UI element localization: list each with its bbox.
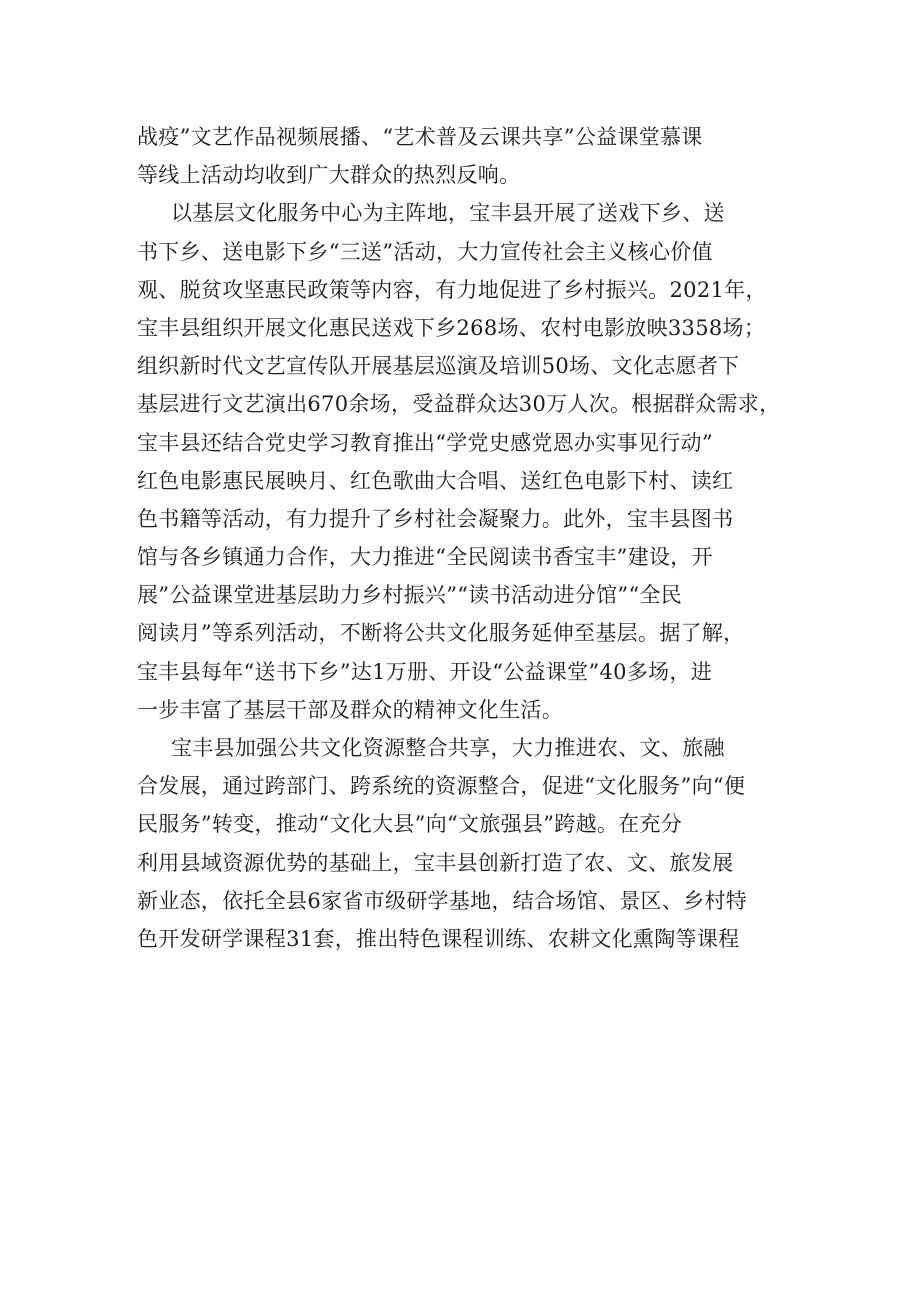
paragraph-continuation bbox=[137, 118, 797, 194]
text-line: 合发展，通过跨部门、跨系统的资源整合，促进“文化服务”向“便 bbox=[137, 774, 746, 799]
text-line: 书下乡、送电影下乡“三送”活动，大力宣传社会主义核心价值 bbox=[137, 239, 713, 264]
text-line: 等线上活动均收到广大群众的热烈反响。 bbox=[137, 163, 521, 188]
text-line: 民服务”转变，推动“文化大县”向“文旅强县”跨越。在充分 bbox=[137, 812, 683, 837]
text-line: 一步丰富了基层干部及群众的精神文化生活。 bbox=[137, 697, 563, 722]
text-line: 色书籍等活动，有力提升了乡村社会凝聚力。此外，宝丰县图书 bbox=[137, 506, 734, 531]
text-line: 阅读月”等系列活动，不断将公共文化服务延伸至基层。据了解， bbox=[137, 621, 745, 646]
text-line: 馆与各乡镇通力合作，大力推进“全民阅读书香宝丰”建设，开 bbox=[137, 545, 713, 570]
text-line: 展”公益课堂进基层助力乡村振兴”“读书活动进分馆”“全民 bbox=[137, 583, 683, 608]
text-line: 战疫”文艺作品视频展播、“艺术普及云课共享”公益课堂慕课 bbox=[137, 125, 703, 149]
text-line: 基层进行文艺演出670余场，受益群众达30万人次。根据群众需求， bbox=[137, 392, 781, 417]
text-line: 观、脱贫攻坚惠民政策等内容，有力地促进了乡村振兴。2021年， bbox=[137, 277, 767, 302]
text-line: 利用县域资源优势的基础上，宝丰县创新打造了农、文、旅发展 bbox=[137, 850, 734, 875]
text-line-first: 以基层文化服务中心为主阵地，宝丰县开展了送戏下乡、送 bbox=[171, 201, 725, 226]
paragraph-grassroots bbox=[137, 194, 797, 729]
body-text bbox=[137, 118, 797, 958]
text-line-first: 宝丰县加强公共文化资源整合共享，大力推进农、文、旅融 bbox=[171, 736, 725, 760]
text-line: 红色电影惠民展映月、红色歌曲大合唱、送红色电影下村、读红 bbox=[137, 468, 734, 493]
text-line: 宝丰县每年“送书下乡”达1万册、开设“公益课堂”40多场，进 bbox=[137, 659, 713, 684]
text-line: 宝丰县还结合党史学习教育推出“学党史感党恩办实事见行动” bbox=[137, 430, 713, 455]
text-line: 宝丰县组织开展文化惠民送戏下乡268场、农村电影放映3358场； bbox=[137, 315, 766, 340]
paragraph-integration bbox=[137, 729, 797, 958]
text-line: 新业态，依托全县6家省市级研学基地，结合场馆、景区、乡村特 bbox=[137, 888, 748, 913]
text-line: 组织新时代文艺宣传队开展基层巡演及培训50场、文化志愿者下 bbox=[137, 354, 740, 379]
text-line: 色开发研学课程31套，推出特色课程训练、农耕文化熏陶等课程 bbox=[137, 926, 740, 951]
